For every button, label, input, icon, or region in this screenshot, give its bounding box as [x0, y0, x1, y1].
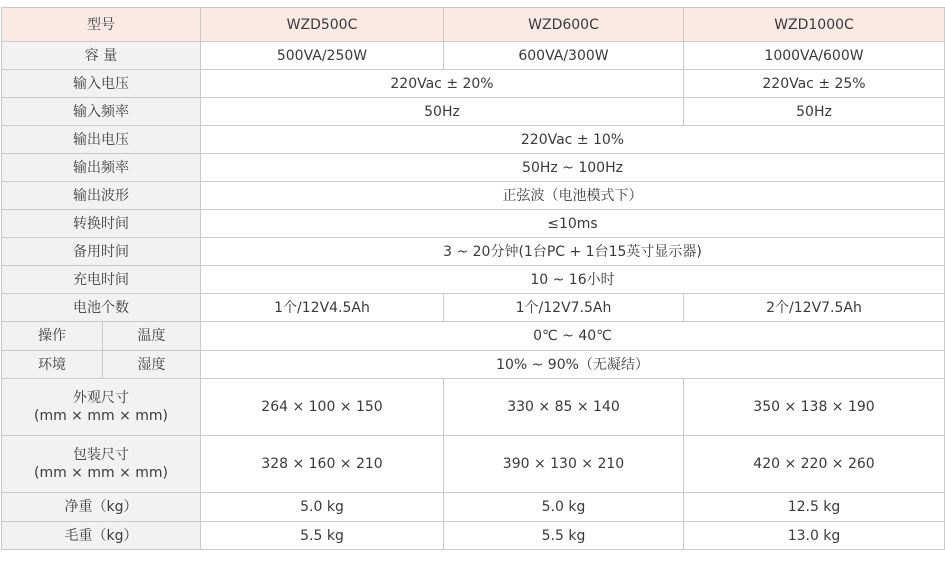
battery-count-value-2: 1个/12V7.5Ah	[444, 294, 684, 322]
header-label: 型号	[2, 8, 201, 42]
temperature-row	[2, 322, 945, 351]
model-1: WZD500C	[201, 8, 444, 42]
input-frequency-shared: 50Hz	[201, 98, 684, 126]
transfer-time-value: ≤10ms	[201, 210, 945, 238]
input-voltage-last: 220Vac ± 25%	[684, 70, 945, 98]
output-voltage-row	[2, 126, 945, 154]
output-voltage-label: 输出电压	[2, 126, 201, 154]
dimensions-label-name: 外观尺寸	[73, 390, 129, 406]
humidity-label: 湿度	[103, 351, 201, 379]
gross-weight-row	[2, 522, 945, 550]
package-dimensions-label-unit: (mm × mm × mm)	[33, 465, 168, 481]
backup-time-label: 备用时间	[2, 238, 201, 266]
net-weight-label: 净重（kg）	[2, 493, 201, 522]
model-2: WZD600C	[444, 8, 684, 42]
gross-weight-value-1: 5.5 kg	[201, 522, 444, 550]
dimensions-row	[2, 379, 945, 436]
capacity-row	[2, 42, 945, 70]
charge-time-row	[2, 266, 945, 294]
battery-count-value-3: 2个/12V7.5Ah	[684, 294, 945, 322]
humidity-row	[2, 351, 945, 379]
transfer-time-label: 转换时间	[2, 210, 201, 238]
spec-table	[1, 7, 945, 550]
battery-count-value-1: 1个/12V4.5Ah	[201, 294, 444, 322]
output-frequency-value: 50Hz ~ 100Hz	[201, 154, 945, 182]
input-frequency-row	[2, 98, 945, 126]
package-dimensions-value-3: 420 × 220 × 260	[684, 436, 945, 493]
capacity-value-2: 600VA/300W	[444, 42, 684, 70]
gross-weight-value-2: 5.5 kg	[444, 522, 684, 550]
output-voltage-value: 220Vac ± 10%	[201, 126, 945, 154]
input-voltage-row	[2, 70, 945, 98]
input-voltage-label: 输入电压	[2, 70, 201, 98]
charge-time-label: 充电时间	[2, 266, 201, 294]
temperature-value: 0℃ ~ 40℃	[201, 322, 945, 351]
package-dimensions-label	[2, 436, 201, 493]
output-waveform-label: 输出波形	[2, 182, 201, 210]
battery-count-row	[2, 294, 945, 322]
battery-count-label: 电池个数	[2, 294, 201, 322]
net-weight-value-1: 5.0 kg	[201, 493, 444, 522]
package-dimensions-value-2: 390 × 130 × 210	[444, 436, 684, 493]
env-group-bottom: 环境	[2, 351, 103, 379]
charge-time-value: 10 ~ 16小时	[201, 266, 945, 294]
output-frequency-row	[2, 154, 945, 182]
input-voltage-shared: 220Vac ± 20%	[201, 70, 684, 98]
dimensions-value-2: 330 × 85 × 140	[444, 379, 684, 436]
package-dimensions-value-1: 328 × 160 × 210	[201, 436, 444, 493]
net-weight-value-2: 5.0 kg	[444, 493, 684, 522]
output-frequency-label: 输出频率	[2, 154, 201, 182]
model-3: WZD1000C	[684, 8, 945, 42]
backup-time-value: 3 ~ 20分钟(1台PC + 1台15英寸显示器)	[201, 238, 945, 266]
output-waveform-value: 正弦波（电池模式下）	[201, 182, 945, 210]
package-dimensions-row	[2, 436, 945, 493]
gross-weight-label: 毛重（kg）	[2, 522, 201, 550]
temperature-label: 温度	[103, 322, 201, 351]
output-waveform-row	[2, 182, 945, 210]
input-frequency-last: 50Hz	[684, 98, 945, 126]
net-weight-row	[2, 493, 945, 522]
package-dimensions-label-name: 包装尺寸	[73, 447, 129, 463]
dimensions-label-unit: (mm × mm × mm)	[33, 408, 168, 424]
humidity-value: 10% ~ 90%（无凝结）	[201, 351, 945, 379]
dimensions-label	[2, 379, 201, 436]
dimensions-value-3: 350 × 138 × 190	[684, 379, 945, 436]
net-weight-value-3: 12.5 kg	[684, 493, 945, 522]
env-group-top: 操作	[2, 322, 103, 351]
dimensions-value-1: 264 × 100 × 150	[201, 379, 444, 436]
capacity-label: 容 量	[2, 42, 201, 70]
backup-time-row	[2, 238, 945, 266]
header-row	[2, 8, 945, 42]
input-frequency-label: 输入频率	[2, 98, 201, 126]
transfer-time-row	[2, 210, 945, 238]
capacity-value-3: 1000VA/600W	[684, 42, 945, 70]
gross-weight-value-3: 13.0 kg	[684, 522, 945, 550]
capacity-value-1: 500VA/250W	[201, 42, 444, 70]
